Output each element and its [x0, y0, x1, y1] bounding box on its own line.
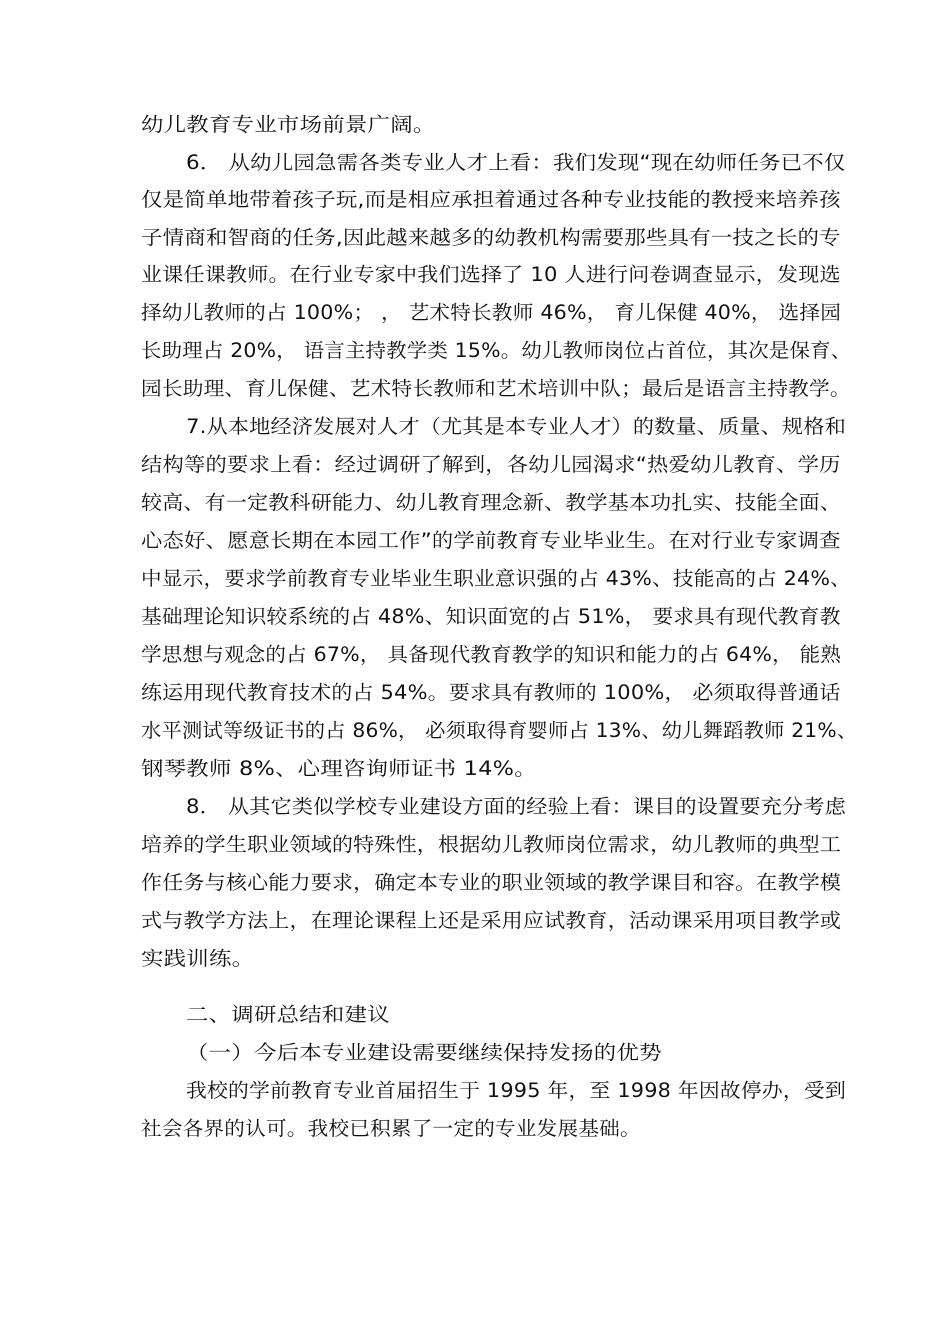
text-line: 子情商和智商的任务,因此越来越多的幼教机构需要那些具有一技之长的专	[141, 226, 841, 249]
text-line: 社会各界的认可。我校已积累了一定的专业发展基础。	[141, 1117, 641, 1140]
text-line: 式与教学方法上，在理论课程上还是采用应试教育，活动课采用项目教学或	[141, 909, 842, 932]
text-line: 实践训练。	[141, 947, 255, 970]
text-line: 水平测试等级证书的占 86%， 必须取得育婴师占 13%、幼儿舞蹈教师 21%、	[141, 719, 858, 742]
text-line: 择幼儿教师的占 100%； ， 艺术特长教师 46%， 育儿保健 40%， 选择园	[141, 301, 842, 324]
text-line: 仅是简单地带着孩子玩,而是相应承担着通过各种专业技能的教授来培养孩	[141, 188, 841, 211]
text-line: 学思想与观念的占 67%， 具备现代教育教学的知识和能力的占 64%， 能熟	[141, 643, 842, 666]
text-line: 6． 从幼儿园急需各类专业人才上看：我们发现“现在幼师任务已不仅	[186, 151, 846, 174]
text-line: 心态好、愿意长期在本园工作”的学前教育专业毕业生。在对行业专家调查	[141, 529, 841, 552]
text-line: 7.从本地经济发展对人才（尤其是本专业人才）的数量、质量、规格和	[186, 415, 847, 438]
text-line: 园长助理、育儿保健、艺术特长教师和艺术培训中队；最后是语言主持教学。	[141, 377, 851, 400]
text-line: 培养的学生职业领域的特殊性，根据幼儿教师岗位需求，幼儿教师的典型工	[141, 833, 842, 856]
section-heading: 二、调研总结和建议	[186, 1003, 390, 1026]
text-line: 钢琴教师 8%、心理咨询师证书 14%。	[141, 757, 537, 780]
text-line: 中显示，要求学前教育专业毕业生职业意识强的占 43%、技能高的占 24%、	[141, 567, 851, 590]
text-line: 长助理占 20%， 语言主持教学类 15%。幼儿教师岗位占首位，其次是保育、	[141, 339, 852, 362]
text-line: 基础理论知识较系统的占 48%、知识面宽的占 51%， 要求具有现代教育教	[141, 605, 841, 628]
text-line: 我校的学前教育专业首届招生于 1995 年，至 1998 年因故停办，受到	[186, 1079, 846, 1102]
text-line: 作任务与核心能力要求，确定本专业的职业领域的教学课目和容。在教学模	[141, 871, 842, 894]
text-line: 结构等的要求上看：经过调研了解到，各幼儿园渴求“热爱幼儿教育、学历	[141, 453, 841, 476]
text-line: 幼儿教育专业市场前景广阔。	[141, 113, 436, 136]
text-line: 8． 从其它类似学校专业建设方面的经验上看：课目的设置要充分考虑	[186, 795, 847, 818]
text-line: 练运用现代教育技术的占 54%。要求具有教师的 100%， 必须取得普通话	[141, 681, 841, 704]
text-line: 较高、有一定教科研能力、幼儿教育理念新、教学基本功扎实、技能全面、	[141, 491, 842, 514]
subsection-heading: （一）今后本专业建设需要继续保持发扬的优势	[186, 1041, 662, 1064]
text-line: 业课任课教师。在行业专家中我们选择了 10 人进行问卷调查显示，发现选	[141, 263, 841, 286]
